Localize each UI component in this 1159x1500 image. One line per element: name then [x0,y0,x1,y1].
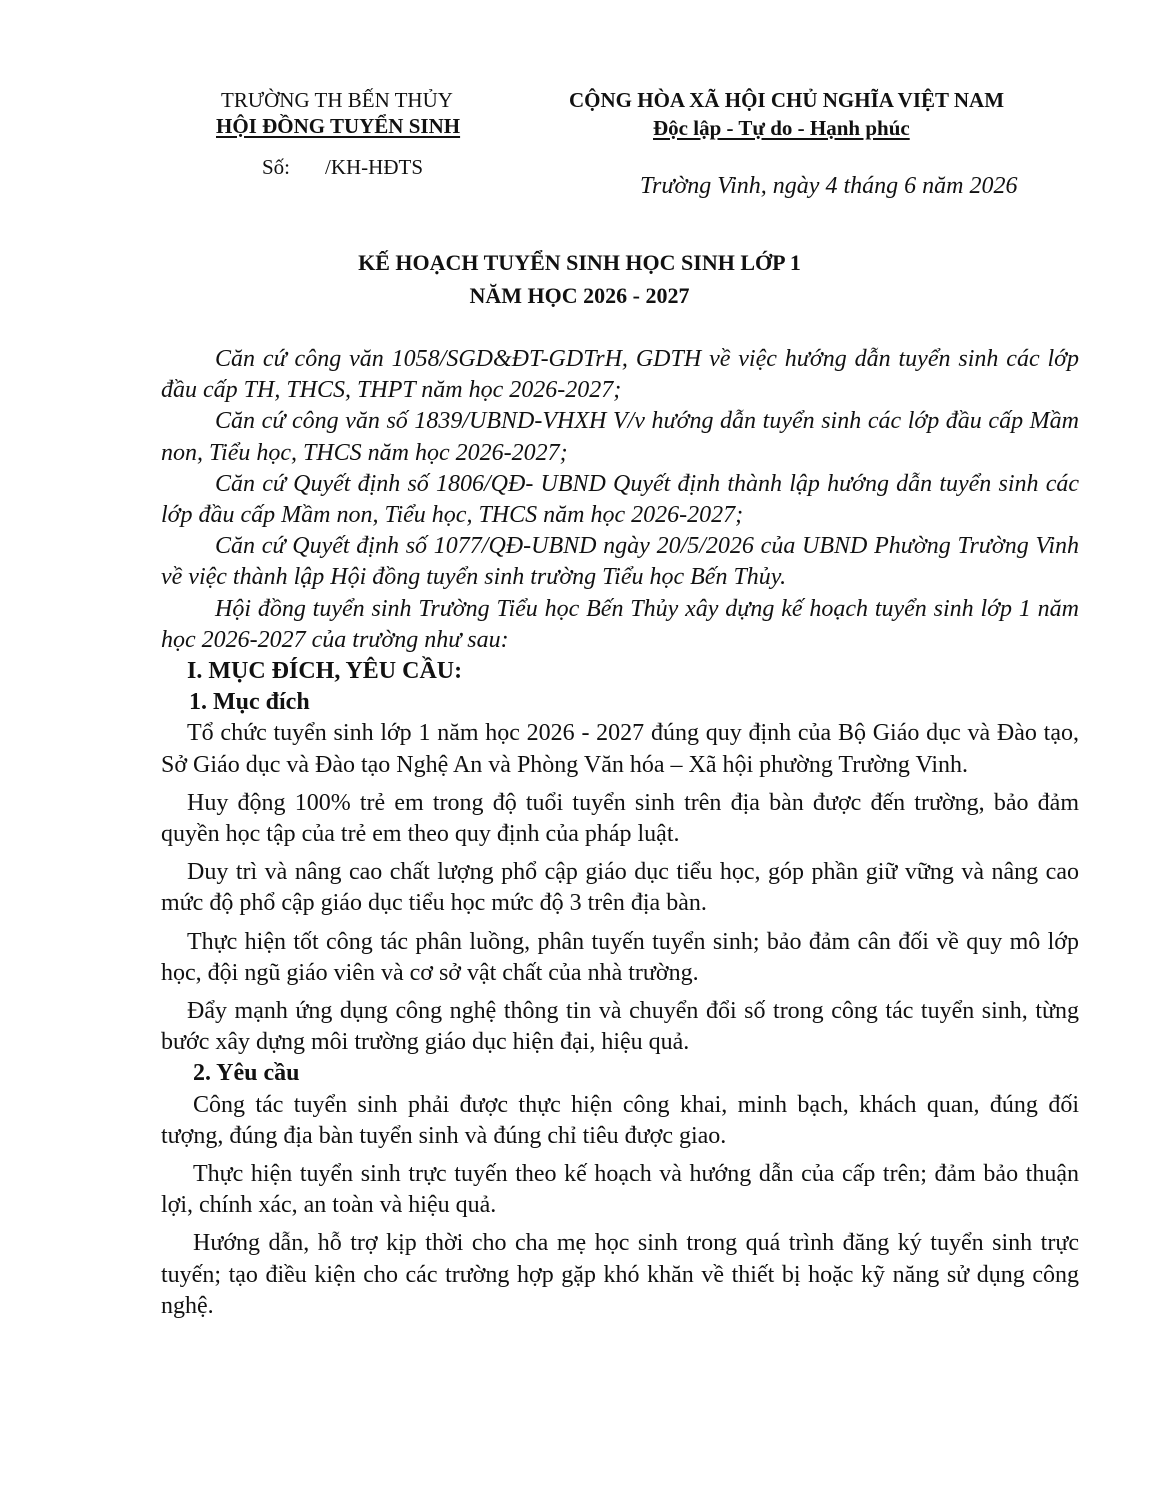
subsection-heading-purpose: 1. Mục đích [189,689,310,716]
school-name: TRƯỜNG TH BẾN THỦY [221,88,453,112]
legal-basis-2: Căn cứ công văn số 1839/UBND-VHXH V/v hướng dẫn tuyển sinh các lớp đầu cấp Mầm non, Tiểu học, THCS năm học 2026-2027; [161,408,1079,466]
purpose-paragraph-3: Duy trì và nâng cao chất lượng phổ cập giáo dục tiểu học, góp phần giữ vững và nâng cao mức độ phổ cập giáo dục tiểu học mức độ 3 trên địa bàn. [161,859,1079,917]
document-title: KẾ HOẠCH TUYỂN SINH HỌC SINH LỚP 1 [358,250,801,275]
purpose-paragraph-2: Huy động 100% trẻ em trong độ tuổi tuyển sinh trên địa bàn được đến trường, bảo đảm quyền học tập của trẻ em theo quy định của pháp luật. [161,789,1079,848]
document-number-label: Số: [262,155,291,179]
legal-basis-3: Căn cứ Quyết định số 1806/QĐ- UBND Quyết định thành lập hướng dẫn tuyển sinh các lớp đầu cấp Mầm non, Tiểu học, THCS năm học 2026-2027; [161,470,1079,529]
purpose-paragraph-4: Thực hiện tốt công tác phân luồng, phân tuyến tuyển sinh; bảo đảm cân đối về quy mô lớp học, đội ngũ giáo viên và cơ sở vật chất của nhà trường. [161,928,1079,986]
council-name: HỘI ĐỒNG TUYỂN SINH [216,114,461,138]
section-heading-purpose-requirements: I. MỤC ĐÍCH, YÊU CẦU: [187,658,463,685]
purpose-paragraph-5: Đẩy mạnh ứng dụng công nghệ thông tin và chuyển đổi số trong công tác tuyển sinh, từng bước xây dựng môi trường giáo dục hiện đại, hiệu quả. [161,998,1079,1056]
requirement-paragraph-2: Thực hiện tuyển sinh trực tuyến theo kế hoạch và hướng dẫn của cấp trên; đảm bảo thuận lợi, chính xác, an toàn và hiệu quả. [161,1161,1079,1219]
legal-basis-1: Căn cứ công văn 1058/SGD&ĐT-GDTrH, GDTH về việc hướng dẫn tuyển sinh các lớp đầu cấp TH, THCS, THPT năm học 2026-2027; [161,346,1079,404]
legal-basis-4: Căn cứ Quyết định số 1077/QĐ-UBND ngày 20/5/2026 của UBND Phường Trường Vinh về việc thành lập Hội đồng tuyển sinh trường Tiểu học Bến Thủy. [161,533,1079,591]
document-number-code: /KH-HĐTS [325,155,423,179]
national-motto: Độc lập - Tự do - Hạnh phúc [653,116,910,140]
place-date: Trường Vinh, ngày 4 tháng 6 năm 2026 [640,173,1018,199]
requirement-paragraph-1: Công tác tuyển sinh phải được thực hiện công khai, minh bạch, khách quan, đúng đối tượng, đúng địa bàn tuyển sinh và đúng chỉ tiêu được giao. [161,1091,1079,1149]
document-body [161,344,1079,1322]
legal-basis-5: Hội đồng tuyển sinh Trường Tiểu học Bến Thủy xây dựng kế hoạch tuyển sinh lớp 1 năm học 2026-2027 của trường như sau: [161,595,1079,653]
national-title: CỘNG HÒA XÃ HỘI CHỦ NGHĨA VIỆT NAM [569,88,1005,112]
purpose-paragraph-1: Tổ chức tuyển sinh lớp 1 năm học 2026 - 2027 đúng quy định của Bộ Giáo dục và Đào tạo, Sở Giáo dục và Đào tạo Nghệ An và Phòng Văn hóa – Xã hội phường Trường Vinh. [161,720,1079,778]
subsection-heading-requirements: 2. Yêu cầu [193,1060,300,1087]
document-subtitle: NĂM HỌC 2026 - 2027 [469,283,690,308]
requirement-paragraph-3: Hướng dẫn, hỗ trợ kịp thời cho cha mẹ học sinh trong quá trình đăng ký tuyển sinh trực tuyến; tạo điều kiện cho các trường hợp gặp khó khăn về thiết bị hoặc kỹ năng sử dụng công nghệ. [161,1230,1079,1319]
